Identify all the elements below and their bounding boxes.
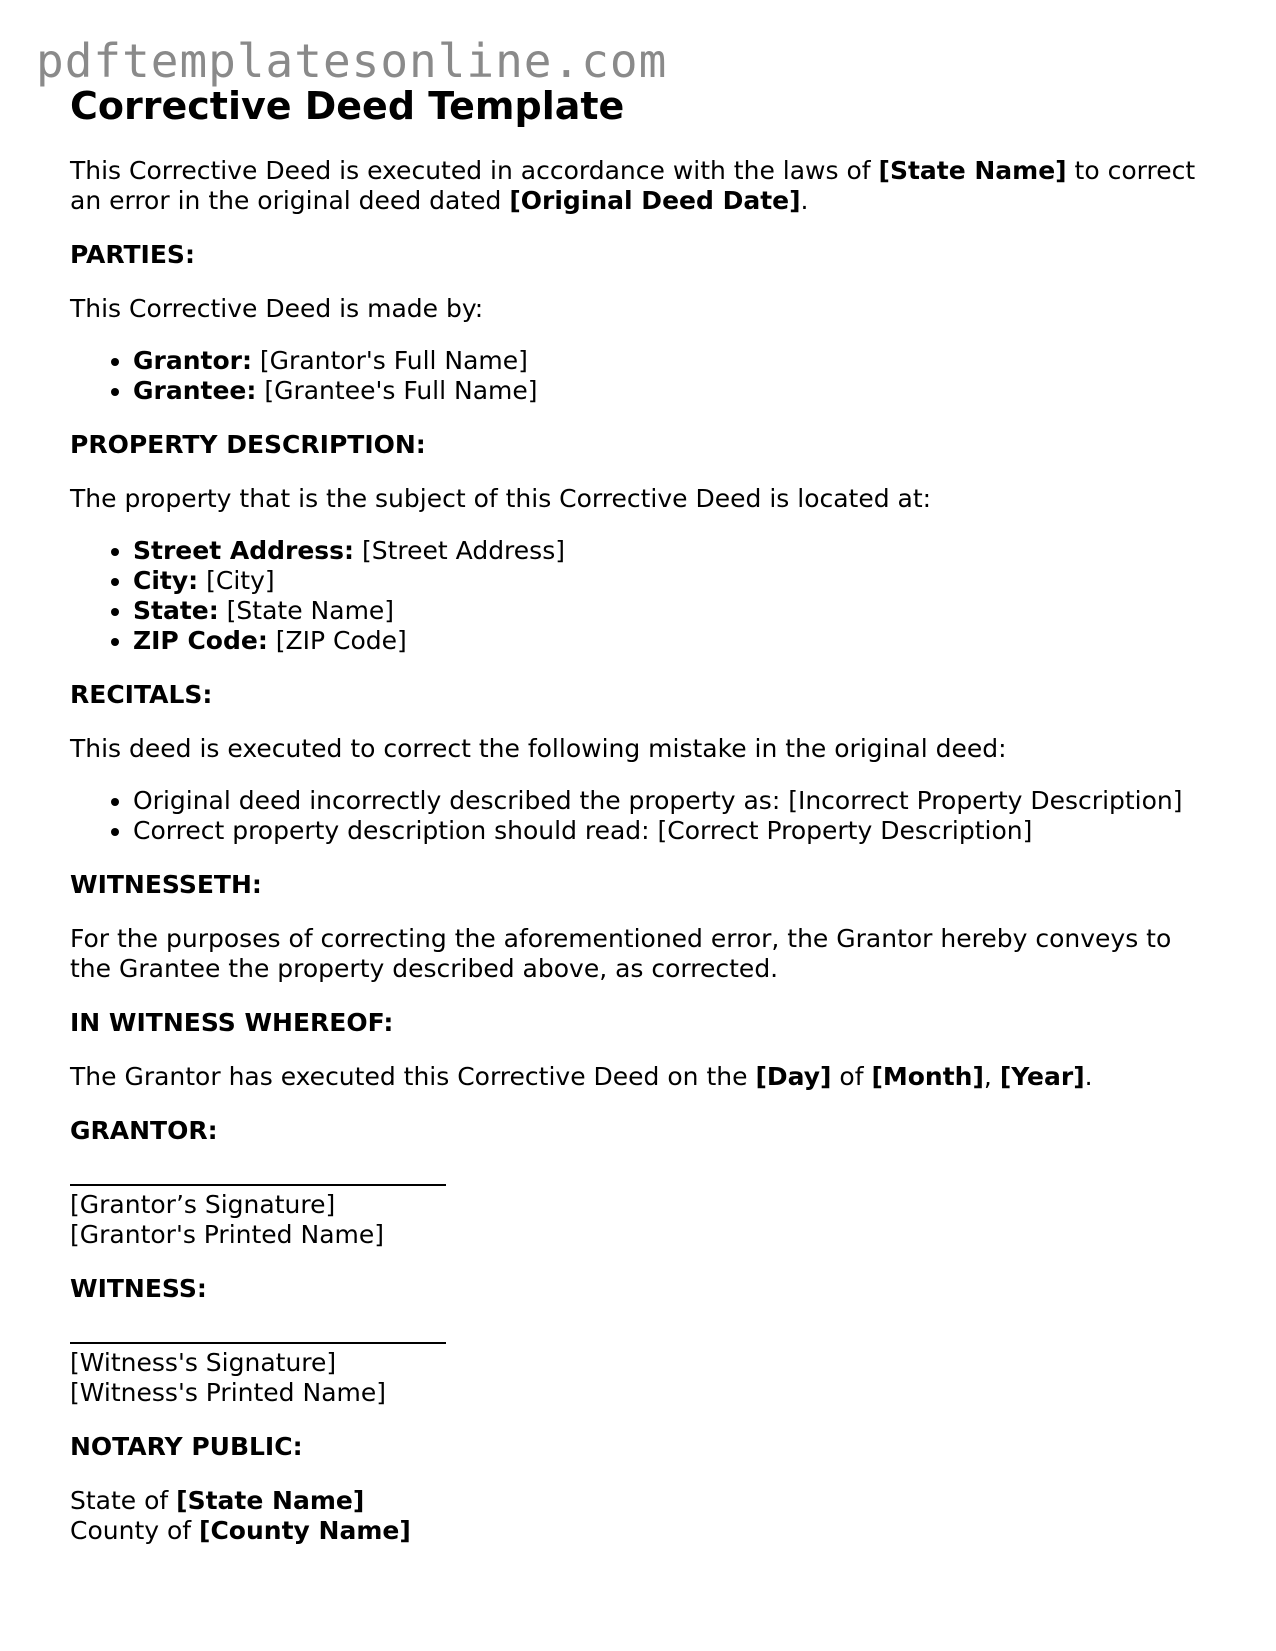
intro-text: .: [800, 186, 809, 215]
list-item: [133, 536, 1220, 566]
intro-text: to correct an error in the original deed dated: [70, 156, 1196, 215]
witnesseth-text: For the purposes of correcting the aforementioned error, the Grantor hereby conveys to the Grantee the property described above, as corrected.: [70, 924, 1172, 983]
intro-text: This Corrective Deed is executed in accordance with the laws of: [70, 156, 879, 185]
notary-state: [70, 1486, 1220, 1516]
list-item: [133, 346, 1220, 376]
intro-date-placeholder: [Original Deed Date]: [509, 186, 801, 215]
in-witness-text: [70, 1062, 1220, 1092]
property-lead: The property that is the subject of this Corrective Deed is located at:: [70, 484, 932, 513]
street-value: [Street Address]: [354, 536, 565, 565]
witness-signature-label: [Witness's Signature]: [70, 1348, 337, 1377]
zip-label: ZIP Code:: [133, 626, 268, 655]
zip-value: [ZIP Code]: [267, 626, 407, 655]
grantor-signature-line[interactable]: [70, 1184, 446, 1186]
grantor-heading: GRANTOR:: [70, 1116, 218, 1145]
list-item: • Original deed incorrectly described the property as: [Incorrect Property Description]: [133, 786, 1220, 816]
year-placeholder: [Year]: [999, 1062, 1085, 1091]
day-placeholder: [Day]: [755, 1062, 832, 1091]
parties-heading: PARTIES:: [70, 240, 195, 269]
property-heading: PROPERTY DESCRIPTION:: [70, 430, 426, 459]
city-value: [City]: [198, 566, 275, 595]
document-body: [70, 84, 1220, 1546]
city-label: City:: [133, 566, 199, 595]
list-item: [133, 566, 1220, 596]
intro-paragraph: [70, 156, 1220, 216]
recitals-lead: This deed is executed to correct the following mistake in the original deed:: [70, 734, 1007, 763]
parties-lead: This Corrective Deed is made by:: [70, 294, 484, 323]
notary-state-label: State of: [70, 1486, 177, 1515]
property-list: [70, 536, 1220, 656]
list-item: [133, 626, 1220, 656]
witnesseth-heading: WITNESSETH:: [70, 870, 262, 899]
grantor-printed-name: [Grantor's Printed Name]: [70, 1220, 385, 1249]
state-label: State:: [133, 596, 219, 625]
in-witness-fragment: ,: [983, 1062, 1000, 1091]
notary-heading: NOTARY PUBLIC:: [70, 1432, 303, 1461]
intro-state-placeholder: [State Name]: [878, 156, 1067, 185]
grantor-label: Grantor:: [133, 346, 252, 375]
grantee-value: [Grantee's Full Name]: [256, 376, 538, 405]
grantor-value: [Grantor's Full Name]: [251, 346, 528, 375]
recitals-list: [70, 786, 1220, 846]
month-placeholder: [Month]: [871, 1062, 984, 1091]
notary-county: [70, 1516, 1220, 1546]
list-item: [133, 596, 1220, 626]
witness-heading: WITNESS:: [70, 1274, 207, 1303]
grantee-label: Grantee:: [133, 376, 257, 405]
watermark: pdftemplatesonline.com: [36, 34, 668, 88]
grantor-signature-label: [Grantor’s Signature]: [70, 1190, 336, 1219]
in-witness-heading: IN WITNESS WHEREOF:: [70, 1008, 394, 1037]
witness-signature-line[interactable]: [70, 1342, 446, 1344]
in-witness-fragment: of: [831, 1062, 872, 1091]
notary-state-value: [State Name]: [176, 1486, 365, 1515]
state-value: [State Name]: [218, 596, 395, 625]
in-witness-fragment: .: [1084, 1062, 1093, 1091]
notary-county-label: County of: [70, 1516, 200, 1545]
parties-list: [70, 346, 1220, 406]
street-label: Street Address:: [133, 536, 355, 565]
in-witness-fragment: The Grantor has executed this Corrective Deed on the: [70, 1062, 756, 1091]
list-item: [133, 376, 1220, 406]
notary-county-value: [County Name]: [199, 1516, 411, 1545]
recitals-heading: RECITALS:: [70, 680, 213, 709]
document-title: Corrective Deed Template: [70, 84, 625, 128]
witness-printed-name: [Witness's Printed Name]: [70, 1378, 387, 1407]
list-item: • Correct property description should read: [Correct Property Description]: [133, 816, 1220, 846]
